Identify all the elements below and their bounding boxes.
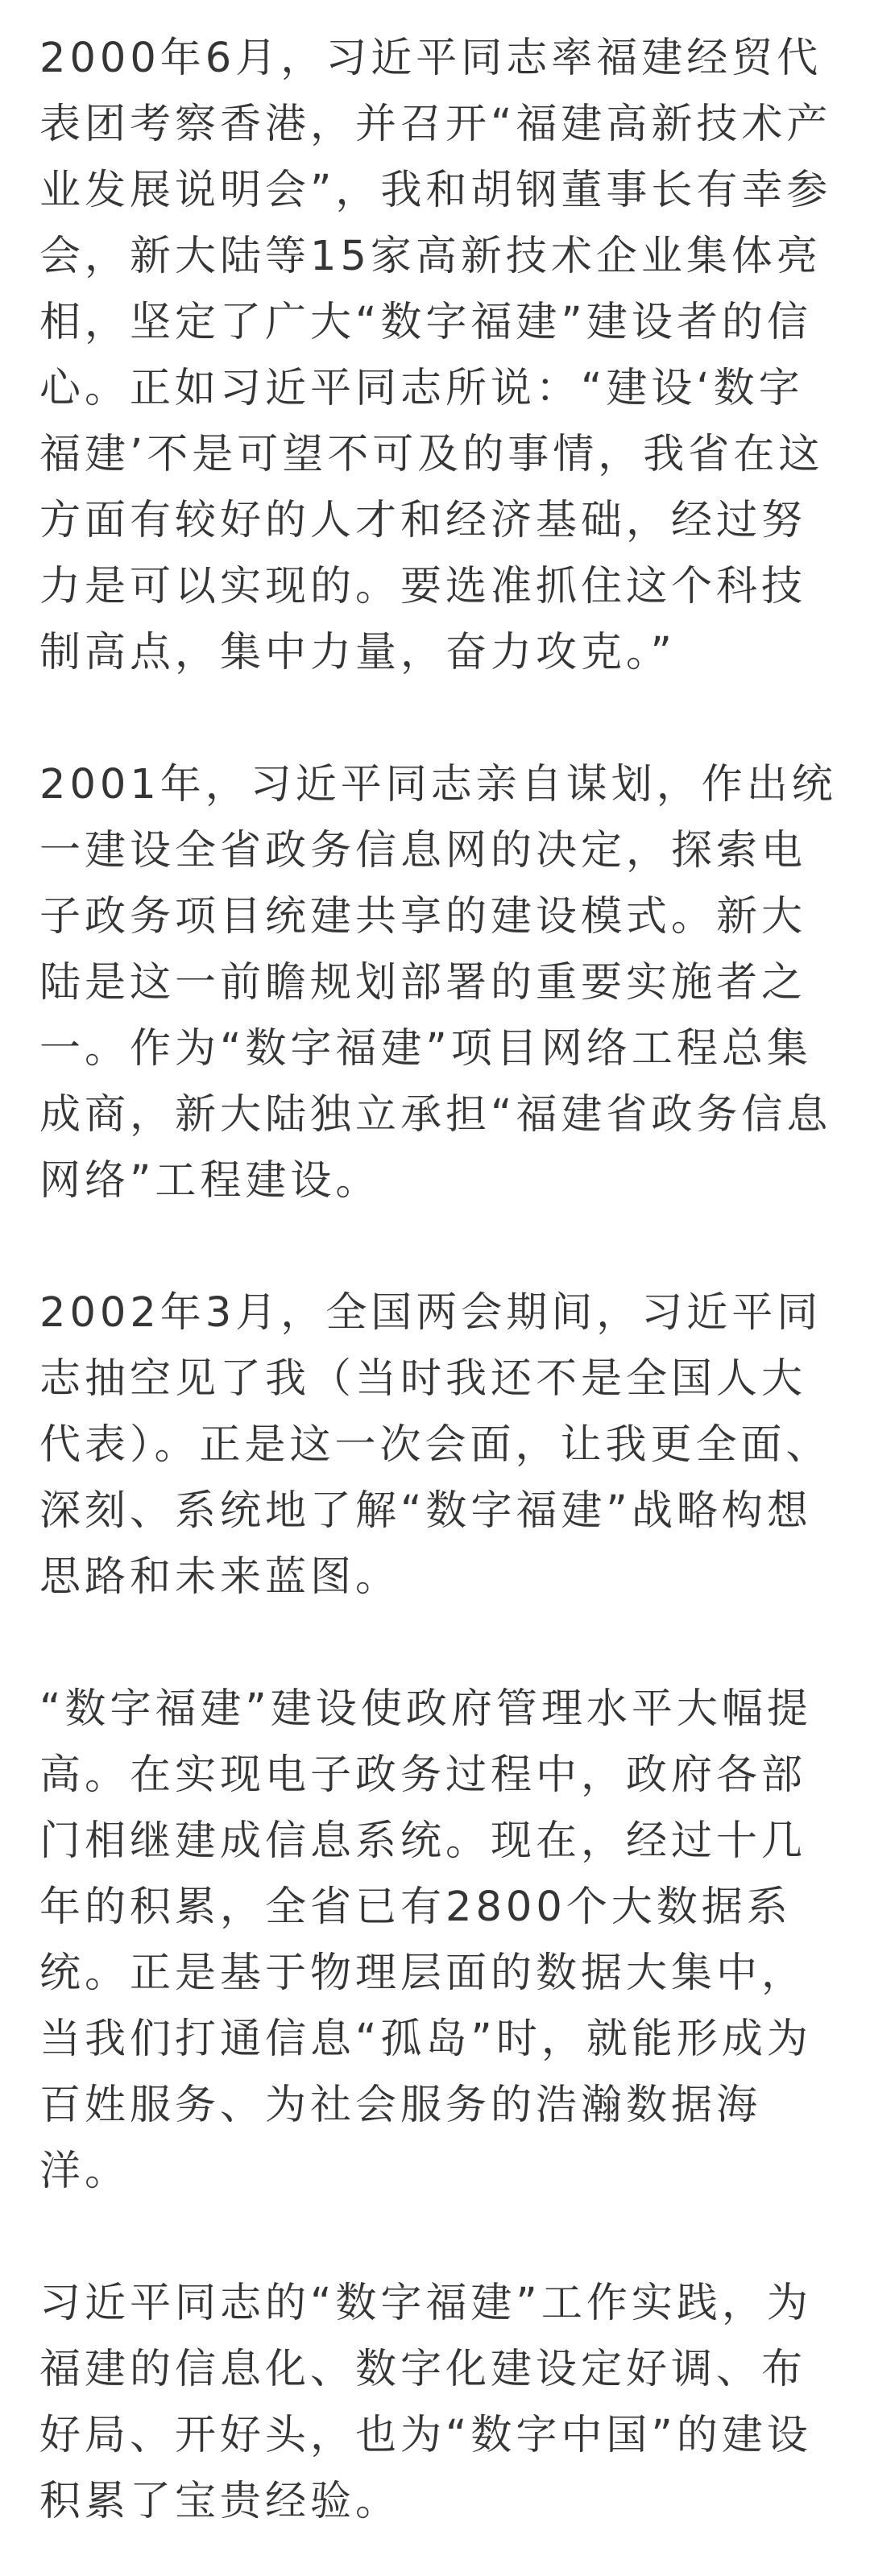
paragraph-2002: 2002年3月，全国两会期间，习近平同志抽空见了我（当时我还不是全国人大代表）。正是这一次会面，让我更全面、深刻、系统地了解“数字福建”战略构想思路和未来蓝图。	[39, 1289, 831, 1601]
article-body	[39, 26, 839, 2535]
paragraph-government-systems: “数字福建”建设使政府管理水平大幅提高。在实现电子政务过程中，政府各部门相继建成信息系统。现在，经过十几年的积累，全省已有2800个大数据系统。正是基于物理层面的数据大集中，当我们打通信息“孤岛”时，就能形成为百姓服务、为社会服务的浩瀚数据海洋。	[39, 1685, 812, 2195]
paragraph-2001: 2001年，习近平同志亲自谋划，作出统一建设全省政务信息网的决定，探索电子政务项目统建共享的建设模式。新大陆是这一前瞻规划部署的重要实施者之一。作为“数字福建”项目网络工程总集成商，新大陆独立承担“福建省政务信息网络”工程建设。	[39, 761, 837, 1205]
paragraph-2000: 2000年6月，习近平同志率福建经贸代表团考察香港，并召开“福建高新技术产业发展说明会”，我和胡钢董事长有幸参会，新大陆等15家高新技术企业集体亮相，坚定了广大“数字福建”建设者的信心。正如习近平同志所说：“建设‘数字福建’不是可望不可及的事情，我省在这方面有较好的人才和经济基础，经过努力是可以实现的。要选准抓住这个科技制高点，集中力量，奋力攻克。”	[39, 35, 832, 676]
paragraph-conclusion: 习近平同志的“数字福建”工作实践，为福建的信息化、数字化建设定好调、布好局、开好头，也为“数字中国”的建设积累了宝贵经验。	[39, 2280, 812, 2525]
